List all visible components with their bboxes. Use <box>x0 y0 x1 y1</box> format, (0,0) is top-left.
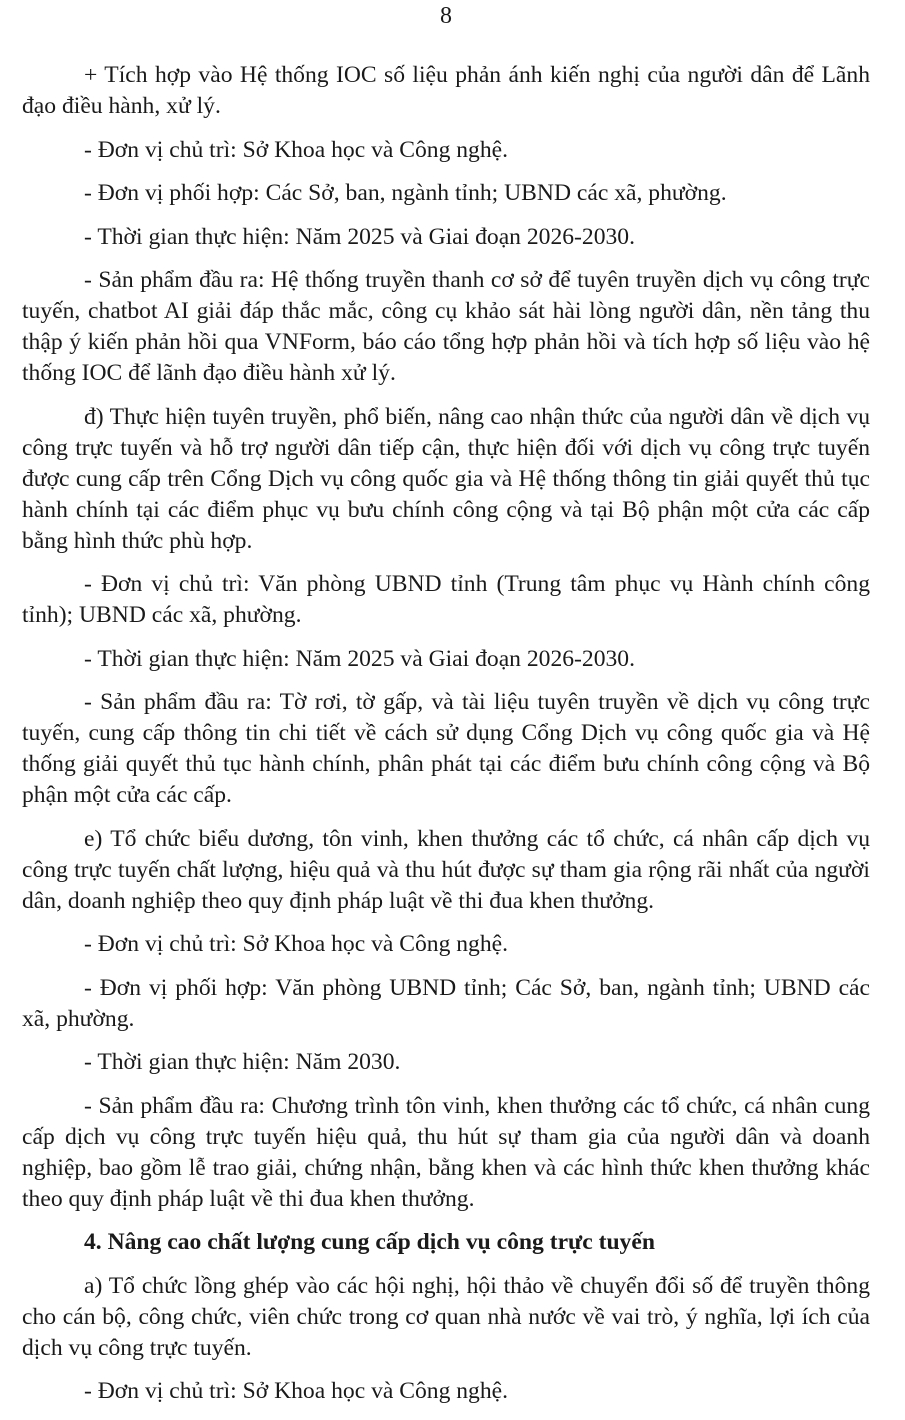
paragraph-item-a: a) Tổ chức lồng ghép vào các hội nghị, hội thảo về chuyển đổi số để truyền thông cho cán bộ, công chức, viên chức trong cơ quan nhà nước về vai trò, ý nghĩa, lợi ích của dịch vụ công trực tuyến. <box>22 1272 870 1361</box>
paragraph-lead-unit: - Đơn vị chủ trì: Sở Khoa học và Công nghệ. <box>84 1378 509 1404</box>
paragraph-lead-unit: - Đơn vị chủ trì: Sở Khoa học và Công nghệ. <box>84 931 509 957</box>
paragraph-coordinating-unit: - Đơn vị phối hợp: Văn phòng UBND tỉnh; Các Sở, ban, ngành tỉnh; UBND các xã, phường. <box>22 974 870 1032</box>
paragraph-timeline: - Thời gian thực hiện: Năm 2025 và Giai đoạn 2026-2030. <box>84 223 635 250</box>
paragraph-item-e: e) Tổ chức biểu dương, tôn vinh, khen thưởng các tổ chức, cá nhân cấp dịch vụ công trực tuyến chất lượng, hiệu quả và thu hút được sự tham gia rộng rãi nhất của người dân, doanh nghiệp theo quy định pháp luật về thi đua khen thưởng. <box>22 825 870 914</box>
page-number: 8 <box>440 3 452 29</box>
paragraph-lead-unit: - Đơn vị chủ trì: Văn phòng UBND tỉnh (Trung tâm phục vụ Hành chính công tỉnh); UBND các xã, phường. <box>22 571 870 628</box>
paragraph-ioc-integration: + Tích hợp vào Hệ thống IOC số liệu phản ánh kiến nghị của người dân để Lãnh đạo điều hành, xử lý. <box>22 62 870 119</box>
paragraph-item-d: đ) Thực hiện tuyên truyền, phổ biến, nâng cao nhận thức của người dân về dịch vụ công trực tuyến và hỗ trợ người dân tiếp cận, thực hiện đối với dịch vụ công trực tuyến được cung cấp trên Cổng Dịch vụ công quốc gia và Hệ thống thông tin giải quyết thủ tục hành chính tại các điểm phục vụ bưu chính công cộng và tại Bộ phận một cửa các cấp bằng hình thức phù hợp. <box>22 403 870 554</box>
document-page <box>22 0 870 1420</box>
paragraph-output: - Sản phẩm đầu ra: Chương trình tôn vinh, khen thưởng các tổ chức, cá nhân cung cấp dịch vụ công trực tuyến hiệu quả, thu hút sự tham gia của người dân và doanh nghiệp, bao gồm lễ trao giải, chứng nhận, bằng khen và các hình thức khen thưởng khác theo quy định pháp luật về thi đua khen thưởng. <box>22 1092 870 1212</box>
paragraph-output: - Sản phẩm đầu ra: Hệ thống truyền thanh cơ sở để tuyên truyền dịch vụ công trực tuyến, chatbot AI giải đáp thắc mắc, công cụ khảo sát hài lòng người dân, nền tảng thu thập ý kiến phản hồi qua VNForm, báo cáo tổng hợp phản hồi và tích hợp số liệu vào hệ thống IOC để lãnh đạo điều hành xử lý. <box>22 267 870 386</box>
paragraph-output: - Sản phẩm đầu ra: Tờ rơi, tờ gấp, và tài liệu tuyên truyền về dịch vụ công trực tuyến, cung cấp thông tin chi tiết về cách sử dụng Cổng Dịch vụ công quốc gia và Hệ thống giải quyết thủ tục hành chính, phân phát tại các điểm bưu chính công cộng và Bộ phận một cửa các cấp. <box>22 689 870 808</box>
paragraph-timeline: - Thời gian thực hiện: Năm 2025 và Giai đoạn 2026-2030. <box>84 645 635 672</box>
paragraph-coordinating-unit: - Đơn vị phối hợp: Các Sở, ban, ngành tỉnh; UBND các xã, phường. <box>84 180 727 206</box>
paragraph-timeline: - Thời gian thực hiện: Năm 2030. <box>84 1049 401 1075</box>
section-heading-4: 4. Nâng cao chất lượng cung cấp dịch vụ công trực tuyến <box>84 1229 655 1255</box>
paragraph-lead-unit: - Đơn vị chủ trì: Sở Khoa học và Công nghệ. <box>84 136 509 163</box>
